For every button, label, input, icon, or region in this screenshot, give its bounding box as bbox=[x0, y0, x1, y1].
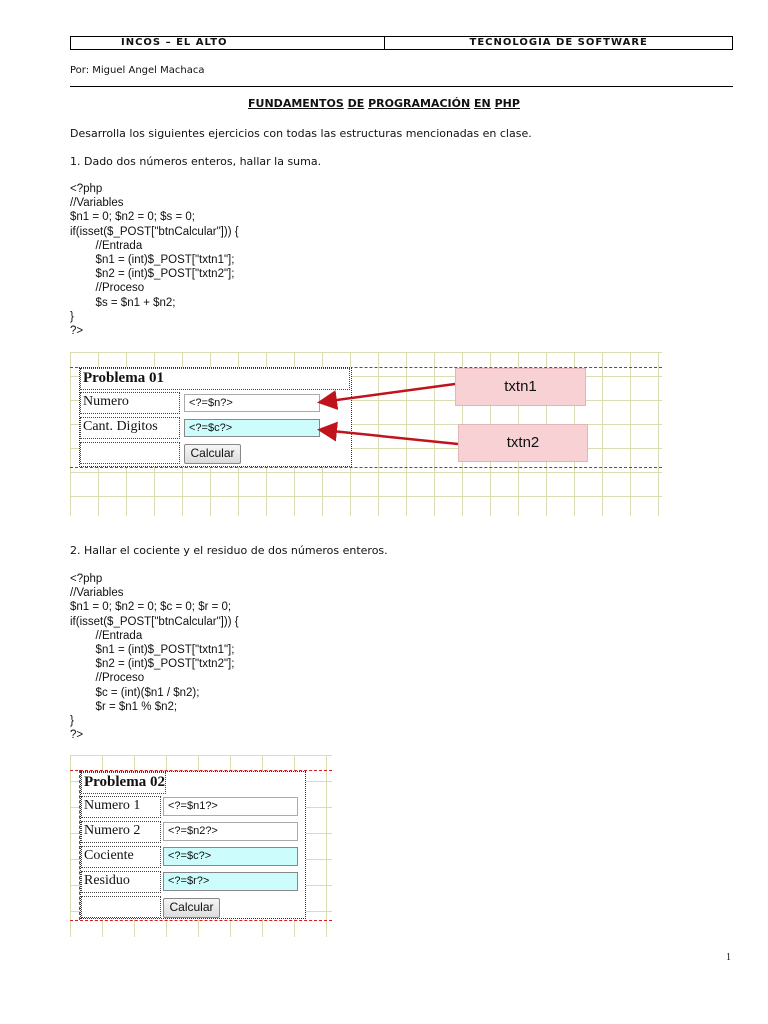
txtn2-input[interactable]: <?=$c?> bbox=[184, 419, 320, 437]
author-line: Por: Miguel Angel Machaca bbox=[70, 65, 205, 76]
exercise-2-heading: 2. Hallar el cociente y el residuo de dos números enteros. bbox=[70, 544, 388, 557]
cociente-output[interactable]: <?=$c?> bbox=[163, 847, 298, 866]
calcular-button[interactable]: Calcular bbox=[163, 898, 220, 918]
txtn2-input[interactable]: <?=$n2?> bbox=[163, 822, 298, 841]
exercise-1-heading: 1. Dado dos números enteros, hallar la suma. bbox=[70, 155, 322, 168]
txtn1-input[interactable]: <?=$n1?> bbox=[163, 797, 298, 816]
exercise-2-code: <?php //Variables $n1 = 0; $n2 = 0; $c = 0; $r = 0; if(isset($_POST["btnCalcular"])) { //Entrada $n1 = (int)$_POST["txtn1"]; $n2 = (int)$_POST["txtn2"]; //Proceso $c = (int)($n1 / $n2); $r = $n1 % $n2; } ?> bbox=[70, 573, 239, 742]
label-cant-digitos: Cant. Digitos bbox=[80, 417, 180, 439]
calcular-button[interactable]: Calcular bbox=[184, 444, 241, 464]
label-numero-2: Numero 2 bbox=[81, 821, 161, 843]
title-word: PROGRAMACIÓN bbox=[368, 97, 471, 110]
txtn1-input[interactable]: <?=$n?> bbox=[184, 394, 320, 412]
empty-label-cell bbox=[81, 896, 161, 918]
residuo-output[interactable]: <?=$r?> bbox=[163, 872, 298, 891]
title-word: PHP bbox=[494, 97, 520, 110]
form-1-title: Problema 01 bbox=[80, 368, 350, 390]
page-title bbox=[0, 97, 768, 110]
title-word: EN bbox=[474, 97, 491, 110]
callout-txtn1: txtn1 bbox=[455, 368, 586, 406]
exercise-1-code: <?php //Variables $n1 = 0; $n2 = 0; $s = 0; if(isset($_POST["btnCalcular"])) { //Entrada $n1 = (int)$_POST["txtn1"]; $n2 = (int)$_POST["txtn2"]; //Proceso $s = $n1 + $n2; } ?> bbox=[70, 183, 239, 338]
form-2-title: Problema 02 bbox=[81, 772, 166, 794]
label-residuo: Residuo bbox=[81, 871, 161, 893]
callout-arrows bbox=[70, 352, 662, 516]
arrow-to-txtn1 bbox=[322, 384, 455, 402]
header-table bbox=[70, 36, 733, 50]
header-divider bbox=[70, 86, 733, 87]
title-word: DE bbox=[347, 97, 365, 110]
page-number: 1 bbox=[726, 952, 731, 963]
header-institution: INCOS – EL ALTO bbox=[71, 37, 385, 49]
intro-paragraph: Desarrolla los siguientes ejercicios con todas las estructuras mencionadas en clase. bbox=[70, 127, 532, 140]
title-word: FUNDAMENTOS bbox=[248, 97, 344, 110]
exercise-2-figure bbox=[70, 755, 332, 937]
callout-txtn2: txtn2 bbox=[458, 424, 588, 462]
arrow-to-txtn2 bbox=[322, 430, 458, 444]
label-cociente: Cociente bbox=[81, 846, 161, 868]
exercise-1-figure bbox=[70, 352, 662, 516]
header-course: TECNOLOGÍA DE SOFTWARE bbox=[469, 37, 648, 48]
label-numero-1: Numero 1 bbox=[81, 796, 161, 818]
label-numero: Numero bbox=[80, 392, 180, 414]
